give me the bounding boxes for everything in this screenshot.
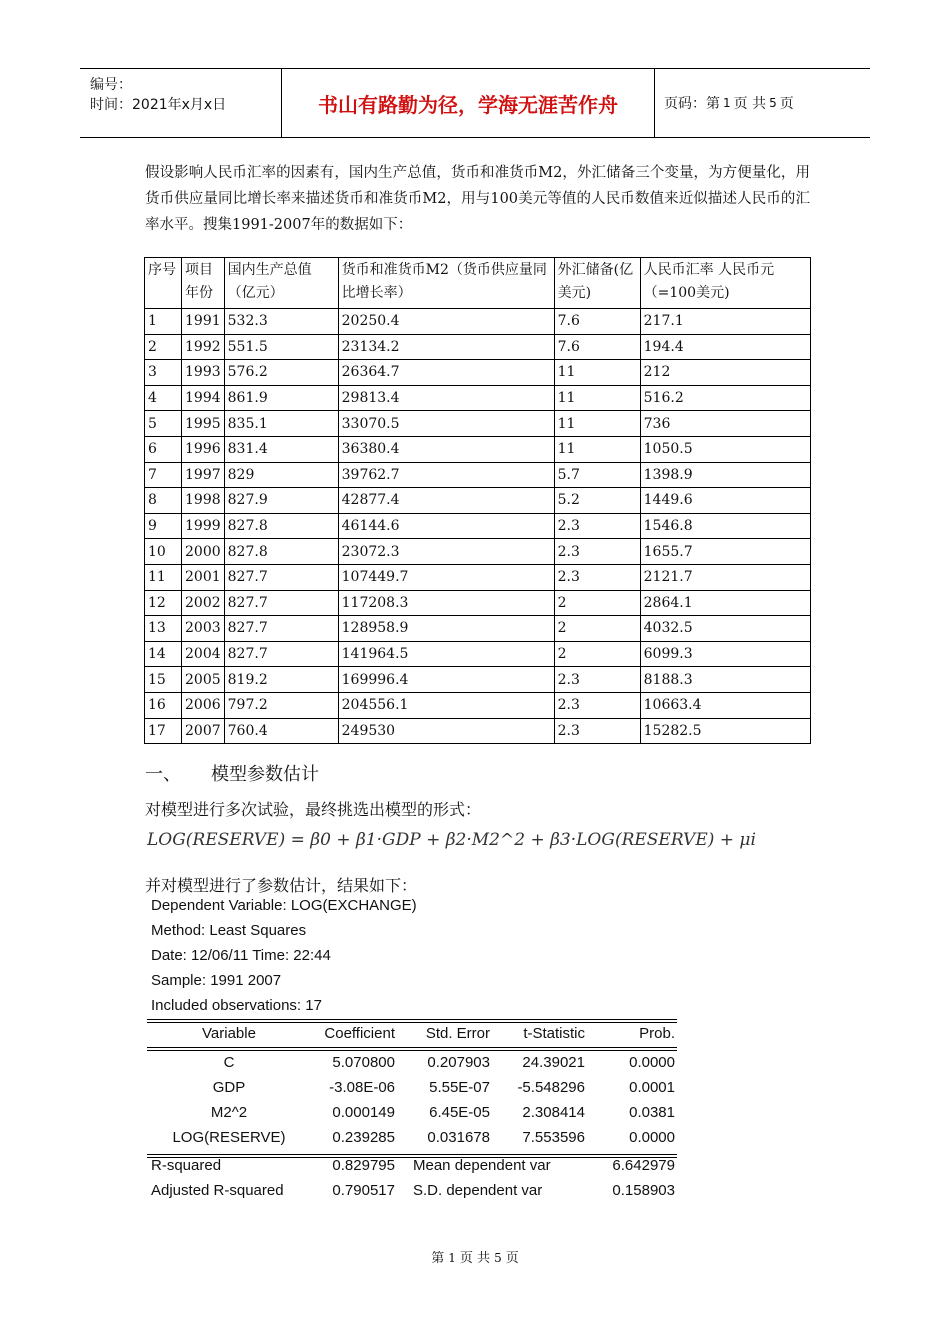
table-cell: 117208.3 [338,590,554,616]
header-cell: 项目年份 [182,258,225,309]
table-cell: 827.8 [224,539,338,565]
regression-cell: 0.0000 [629,1054,675,1071]
table-header-row [145,258,811,309]
rule-divider [147,1154,677,1155]
table-cell: 11 [554,385,640,411]
table-cell: 33070.5 [338,411,554,437]
table-cell: 17 [145,718,182,744]
table-cell: 46144.6 [338,513,554,539]
table-cell: 26364.7 [338,360,554,386]
regression-cell: 0.0000 [629,1129,675,1146]
table-row [145,616,811,642]
table-cell: 829 [224,462,338,488]
regression-meta-line: Method: Least Squares [151,922,307,939]
table-cell: 576.2 [224,360,338,386]
table-cell: 2.3 [554,564,640,590]
table-cell: 1 [145,309,182,335]
table-cell: 2003 [182,616,225,642]
table-cell: 2005 [182,667,225,693]
table-row [145,385,811,411]
table-cell: 835.1 [224,411,338,437]
table-cell: 827.7 [224,641,338,667]
table-row [145,667,811,693]
footer-prefix: 第 [431,1251,445,1266]
regression-cell: 7.553596 [522,1129,585,1146]
regression-stat-row [147,1157,677,1182]
header-page-info [654,69,870,137]
table-cell: 1991 [182,309,225,335]
table-cell: 15282.5 [640,718,810,744]
table-row [145,692,811,718]
header-meta [80,69,282,137]
regression-cell: 0.0381 [629,1104,675,1121]
section-number: 一、 [145,764,181,785]
table-cell: 169996.4 [338,667,554,693]
regression-stat-cell: R-squared [151,1157,222,1174]
table-row [145,411,811,437]
table-cell: 5.7 [554,462,640,488]
table-cell: 6099.3 [640,641,810,667]
table-cell: 1992 [182,334,225,360]
page-mid: 页 共 [733,96,767,112]
table-cell: 2.3 [554,692,640,718]
regression-cell: Std. Error [425,1025,490,1042]
table-cell: 194.4 [640,334,810,360]
regression-meta-line: Date: 12/06/11 Time: 22:44 [151,947,331,964]
table-cell: 760.4 [224,718,338,744]
table-cell: 2.3 [554,718,640,744]
footer-suffix: 页 [505,1251,519,1266]
table-cell: 9 [145,513,182,539]
table-cell: 2.3 [554,539,640,565]
regression-cell: t-Statistic [523,1025,585,1042]
table-cell: 16 [145,692,182,718]
table-cell: 736 [640,411,810,437]
table-cell: 2.3 [554,667,640,693]
table-cell: 107449.7 [338,564,554,590]
table-cell: 10 [145,539,182,565]
table-cell: 204556.1 [338,692,554,718]
table-cell: 36380.4 [338,436,554,462]
regression-stat-cell: 0.829795 [332,1157,395,1174]
table-cell: 1997 [182,462,225,488]
table-cell: 1994 [182,385,225,411]
table-cell: 13 [145,616,182,642]
table-cell: 23134.2 [338,334,554,360]
regression-cell: Variable [202,1025,256,1042]
regression-cell: 6.45E-05 [429,1104,490,1121]
regression-row [147,1129,677,1154]
table-cell: 11 [145,564,182,590]
footer-current: 1 [448,1251,456,1265]
table-cell: 2000 [182,539,225,565]
table-cell: 1996 [182,436,225,462]
regression-stat-cell: 0.790517 [332,1182,395,1199]
table-row [145,436,811,462]
regression-stat-cell: Adjusted R-squared [151,1182,284,1199]
table-cell: 861.9 [224,385,338,411]
table-cell: 7.6 [554,334,640,360]
table-cell: 532.3 [224,309,338,335]
table-cell: 2121.7 [640,564,810,590]
table-cell: 1998 [182,488,225,514]
table-cell: 29813.4 [338,385,554,411]
regression-cell: 24.39021 [522,1054,585,1071]
table-row [145,360,811,386]
table-cell: 2.3 [554,513,640,539]
regression-cell: C [223,1054,235,1071]
table-row [145,513,811,539]
table-cell: 2002 [182,590,225,616]
table-cell: 2001 [182,564,225,590]
regression-cell: 5.070800 [332,1054,395,1071]
table-cell: 827.7 [224,616,338,642]
section-heading [145,760,319,786]
table-cell: 2 [554,641,640,667]
table-cell: 5 [145,411,182,437]
table-cell: 217.1 [640,309,810,335]
table-cell: 2006 [182,692,225,718]
table-cell: 6 [145,436,182,462]
table-cell: 212 [640,360,810,386]
regression-stat-cell: Mean dependent var [413,1157,551,1174]
table-cell: 516.2 [640,385,810,411]
table-cell: 5.2 [554,488,640,514]
data-table [144,257,811,744]
table-cell: 2 [145,334,182,360]
regression-row [147,1079,677,1104]
regression-cell: Coefficient [324,1025,395,1042]
table-cell: 827.7 [224,564,338,590]
table-cell: 8 [145,488,182,514]
table-row [145,590,811,616]
code-label: 编号： [90,77,132,93]
table-cell: 249530 [338,718,554,744]
table-row [145,564,811,590]
regression-meta-line: Sample: 1991 2007 [151,972,282,989]
table-cell: 1999 [182,513,225,539]
regression-meta-line: Included observations: 17 [151,997,322,1014]
page-prefix: 页码：第 [664,96,720,112]
rule-divider [147,1022,677,1023]
header-cell: 人民币汇率 人民币元（=100美元) [640,258,810,309]
table-cell: 141964.5 [338,641,554,667]
regression-cell: 0.239285 [332,1129,395,1146]
regression-cell: 0.000149 [332,1104,395,1121]
table-cell: 819.2 [224,667,338,693]
table-cell: 2864.1 [640,590,810,616]
regression-cell: 0.0001 [629,1079,675,1096]
rule-divider [147,1050,677,1051]
table-cell: 12 [145,590,182,616]
table-cell: 1449.6 [640,488,810,514]
table-cell: 23072.3 [338,539,554,565]
section-title: 模型参数估计 [211,764,319,785]
table-cell: 7.6 [554,309,640,335]
table-cell: 797.2 [224,692,338,718]
regression-cell: 5.55E-07 [429,1079,490,1096]
table-cell: 7 [145,462,182,488]
time-label: 时间：2021年x月x日 [90,97,227,113]
page-current: 1 [723,96,731,110]
table-cell: 1995 [182,411,225,437]
estimation-intro-text: 并对模型进行了参数估计，结果如下： [145,876,418,895]
regression-meta-line: Dependent Variable: LOG(EXCHANGE) [151,897,417,914]
footer-mid: 页 共 [459,1251,491,1266]
table-cell: 1546.8 [640,513,810,539]
table-cell: 2007 [182,718,225,744]
table-row [145,309,811,335]
intro-paragraph: 假设影响人民币汇率的因素有，国内生产总值，货币和准货币M2，外汇储备三个变量，为方便量化，用货币供应量同比增长率来描述货币和准货币M2，用与100美元等值的人民币数值来近似描述人民币的汇率水平。搜集1991-2007年的数据如下： [145,165,810,233]
regression-cell: GDP [212,1079,246,1096]
regression-cell: M2^2 [210,1104,248,1121]
table-row [145,718,811,744]
table-cell: 1050.5 [640,436,810,462]
table-cell: 1398.9 [640,462,810,488]
table-row [145,462,811,488]
table-cell: 20250.4 [338,309,554,335]
page-header [80,68,870,138]
table-row [145,641,811,667]
table-row [145,334,811,360]
regression-header-row [147,1025,677,1050]
regression-cell: 0.031678 [427,1129,490,1146]
table-cell: 15 [145,667,182,693]
regression-row [147,1104,677,1129]
table-cell: 8188.3 [640,667,810,693]
footer-total: 5 [494,1251,502,1265]
table-cell: 39762.7 [338,462,554,488]
regression-stat-cell: 6.642979 [612,1157,675,1174]
regression-cell: -5.548296 [517,1079,585,1096]
header-cell: 国内生产总值（亿元） [224,258,338,309]
regression-stat-row [147,1182,677,1207]
table-cell: 827.8 [224,513,338,539]
regression-stat-cell: S.D. dependent var [413,1182,543,1199]
model-formula [147,830,756,850]
table-row [145,539,811,565]
page-suffix: 页 [779,96,794,112]
table-cell: 4 [145,385,182,411]
page-footer [0,1247,950,1266]
regression-stat-cell: 0.158903 [612,1182,675,1199]
regression-row [147,1054,677,1079]
table-cell: 1655.7 [640,539,810,565]
table-cell: 4032.5 [640,616,810,642]
rule-divider [147,1019,677,1020]
table-cell: 2 [554,590,640,616]
table-cell: 11 [554,436,640,462]
header-cell: 外汇储备(亿美元) [554,258,640,309]
header-cell: 序号 [145,258,182,309]
table-row [145,488,811,514]
regression-cell: LOG(RESERVE) [172,1129,286,1146]
table-cell: 11 [554,411,640,437]
table-cell: 128958.9 [338,616,554,642]
table-cell: 11 [554,360,640,386]
table-cell: 3 [145,360,182,386]
table-cell: 831.4 [224,436,338,462]
table-cell: 827.7 [224,590,338,616]
model-intro-text: 对模型进行多次试验，最终挑选出模型的形式： [145,800,482,819]
table-cell: 10663.4 [640,692,810,718]
header-cell: 货币和准货币M2（货币供应量同比增长率） [338,258,554,309]
table-cell: 551.5 [224,334,338,360]
table-cell: 2004 [182,641,225,667]
header-motto: 书山有路勤为径，学海无涯苦作舟 [282,69,655,137]
regression-cell: Prob. [639,1025,675,1042]
table-cell: 14 [145,641,182,667]
table-cell: 2 [554,616,640,642]
formula-text: LOG(RESERVE) = β0 + β1·GDP + β2·M2^2 + β3·LOG(RESERVE) + μi [147,830,756,850]
page-total: 5 [769,96,777,110]
table-cell: 1993 [182,360,225,386]
regression-cell: 2.308414 [522,1104,585,1121]
regression-cell: -3.08E-06 [329,1079,395,1096]
table-cell: 827.9 [224,488,338,514]
regression-cell: 0.207903 [427,1054,490,1071]
table-cell: 42877.4 [338,488,554,514]
